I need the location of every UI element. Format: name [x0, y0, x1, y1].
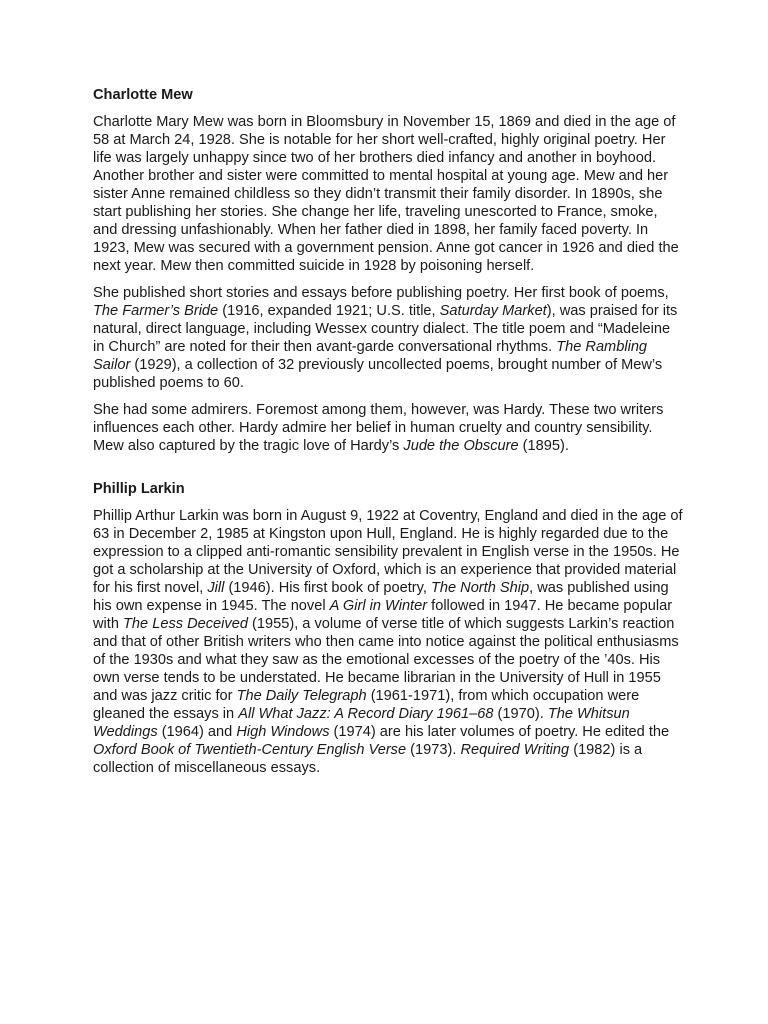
italic-title: Saturday Market	[439, 303, 547, 319]
italic-title: Jude the Obscure	[403, 438, 519, 454]
italic-title: High Windows	[236, 724, 330, 740]
text-run: Phillip Arthur Larkin was born in August 9, 1922 at Coventry, England and died in the age of 63 in December 2, 1985 at Kingston upon Hull, England. He is highly regarded due to the expression to a clipped anti-romantic sensibility prevalent in English verse in the 1950s. He got a scholarship at the University of Oxford, which is an experience that provided material for his first novel,	[93, 508, 683, 596]
text-run: Charlotte Mary Mew was born in Bloomsbury in November 15, 1869 and died in the age of 58 at March 24, 1928. She is notable for her short well-crafted, highly original poetry. Her life was largely unhappy since two of her brothers died infancy and another in boyhood. Another brother and sister were committed to mental hospital at young age. Mew and her sister Anne remained childless so they didn’t transmit their family disorder. In 1890s, she start publishing her stories. She change her life, traveling unescorted to France, smoke, and dressing unfashionably. When her father died in 1898, her family faced poverty. In 1923, Mew was secured with a government pension. Anne got cancer in 1926 and died the next year. Mew then committed suicide in 1928 by poisoning herself.	[93, 114, 679, 274]
paragraph	[93, 401, 683, 455]
text-run: (1916, expanded 1921; U.S. title,	[218, 303, 440, 319]
text-run: She published short stories and essays before publishing poetry. Her first book of poems,	[93, 285, 669, 301]
italic-title: Required Writing	[460, 742, 570, 758]
italic-title: All What Jazz: A Record Diary 1961–68	[238, 706, 494, 722]
paragraph	[93, 113, 683, 275]
section-title: Phillip Larkin	[93, 481, 185, 497]
text-run: She had some admirers. Foremost among them, however, was Hardy. These two writers influences each other. Hardy admire her belief in human cruelty and country sensibility. Mew also captured by the tragic love of Hardy’s	[93, 402, 664, 454]
text-run: (1982) is a collection of miscellaneous essays.	[93, 742, 643, 776]
text-run: (1895).	[518, 438, 569, 454]
italic-title: The North Ship	[430, 580, 530, 596]
text-run: (1970).	[493, 706, 548, 722]
text-run: (1964) and	[157, 724, 237, 740]
section-phillip-larkin	[93, 480, 683, 777]
italic-title: Jill	[207, 580, 225, 596]
section-charlotte-mew	[93, 86, 683, 455]
text-run: (1973).	[406, 742, 461, 758]
paragraph	[93, 507, 683, 777]
italic-title: The Daily Telegraph	[236, 688, 367, 704]
text-run: ), was praised for its natural, direct language, including Wessex country dialect. The title poem and “Madeleine in Church” are noted for their then avant-garde conversational rhythms.	[93, 303, 678, 355]
paragraph	[93, 284, 683, 392]
text-run: (1929), a collection of 32 previously uncollected poems, brought number of Mew’s published poems to 60.	[93, 357, 663, 391]
italic-title: A Girl in Winter	[329, 598, 428, 614]
italic-title: The Less Deceived	[123, 616, 248, 632]
text-run: (1955), a volume of verse title of which suggests Larkin’s reaction and that of other British writers who then came into notice against the political enthusiasms of the 1930s and what they saw as the emotional excesses of the poetry of the ’40s. His own verse tends to be understated. He became librarian in the University of Hull in 1955 and was jazz critic for	[93, 616, 679, 704]
text-run: , was published using his own expense in 1945. The novel	[93, 580, 669, 614]
section-title: Charlotte Mew	[93, 87, 193, 103]
text-run: (1946). His first book of poetry,	[224, 580, 431, 596]
text-run: (1974) are his later volumes of poetry. He edited the	[329, 724, 670, 740]
italic-title: The Whitsun Weddings	[93, 706, 630, 740]
document-page	[93, 86, 683, 786]
text-run: (1961-1971), from which occupation were gleaned the essays in	[93, 688, 640, 722]
text-run: followed in 1947. He became popular with	[93, 598, 673, 632]
italic-title: The Rambling Sailor	[93, 339, 648, 373]
italic-title: The Farmer’s Bride	[93, 303, 219, 319]
italic-title: Oxford Book of Twentieth-Century English Verse	[93, 742, 407, 758]
